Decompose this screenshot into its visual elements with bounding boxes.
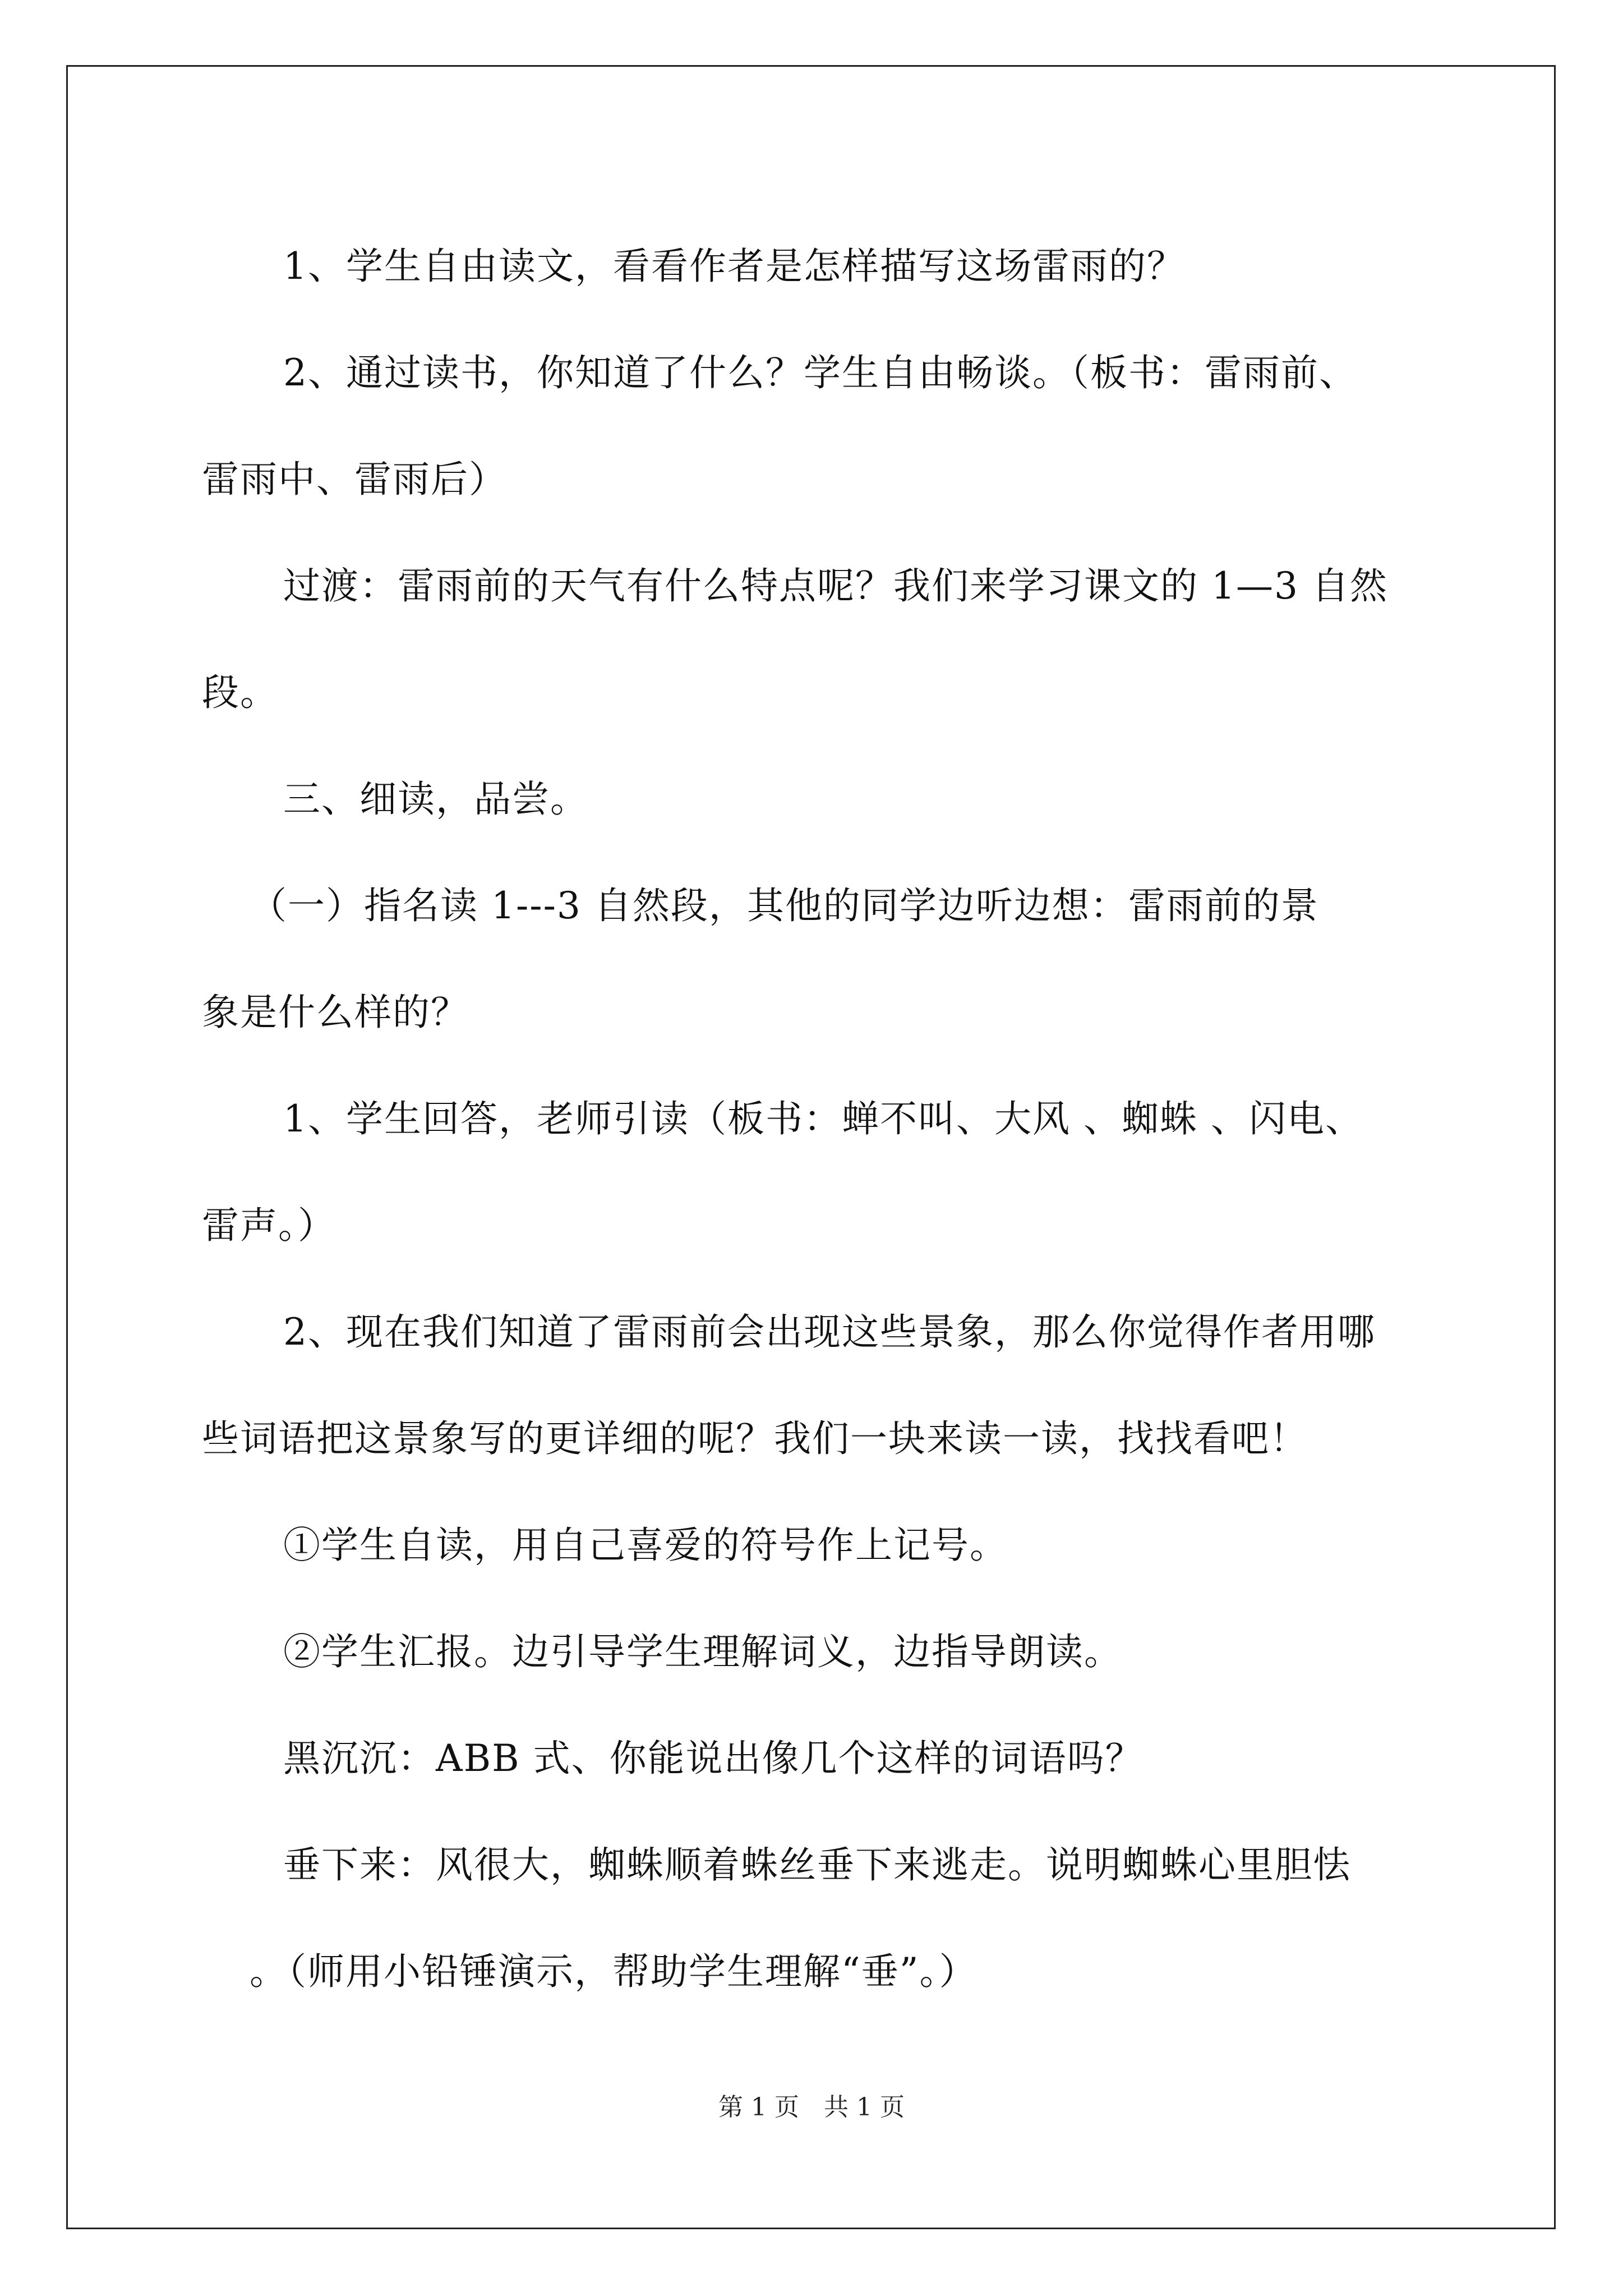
paragraph-line: 1、学生自由读文，看看作者是怎样描写这场雷雨的？ bbox=[283, 245, 1185, 288]
paragraph-line: ②学生汇报。边引导学生理解词义，边指导朗读。 bbox=[283, 1630, 1122, 1673]
paragraph-line: 雷声。） bbox=[202, 1204, 336, 1247]
section-heading: 三、细读，品尝。 bbox=[283, 777, 588, 821]
paragraph-line: 段。 bbox=[202, 671, 278, 714]
paragraph-line: 象是什么样的？ bbox=[202, 991, 469, 1034]
paragraph-line: 垂下来：风很大，蜘蛛顺着蛛丝垂下来逃走。说明蜘蛛心里胆怯 bbox=[283, 1843, 1351, 1887]
paragraph-line: 些词语把这景象写的更详细的呢？我们一块来读一读，找找看吧！ bbox=[202, 1417, 1308, 1460]
paragraph-line: 过渡：雷雨前的天气有什么特点呢？我们来学习课文的 1—3 自然 bbox=[283, 564, 1388, 608]
page-number-footer: 第 1 页 共 1 页 bbox=[718, 2093, 905, 2122]
paragraph-line: 黑沉沉：ABB 式、你能说出像几个这样的词语吗？ bbox=[283, 1737, 1144, 1780]
paragraph-line: 。（师用小铅锤演示，帮助学生理解“垂”。） bbox=[250, 1950, 978, 1993]
paragraph-line: 2、现在我们知道了雷雨前会出现这些景象，那么你觉得作者用哪 bbox=[283, 1310, 1376, 1354]
paragraph-line: 2、通过读书，你知道了什么？学生自由畅谈。（板书：雷雨前、 bbox=[283, 351, 1357, 394]
document-body bbox=[202, 213, 1424, 2025]
paragraph-line: 1、学生回答，老师引读（板书：蝉不叫、大风 、蜘蛛 、闪电、 bbox=[283, 1097, 1363, 1140]
paragraph-line: （一）指名读 1---3 自然段，其他的同学边听边想：雷雨前的景 bbox=[250, 884, 1319, 927]
paragraph-line: ①学生自读，用自己喜爱的符号作上记号。 bbox=[283, 1524, 1008, 1567]
paragraph-line: 雷雨中、雷雨后） bbox=[202, 458, 507, 501]
